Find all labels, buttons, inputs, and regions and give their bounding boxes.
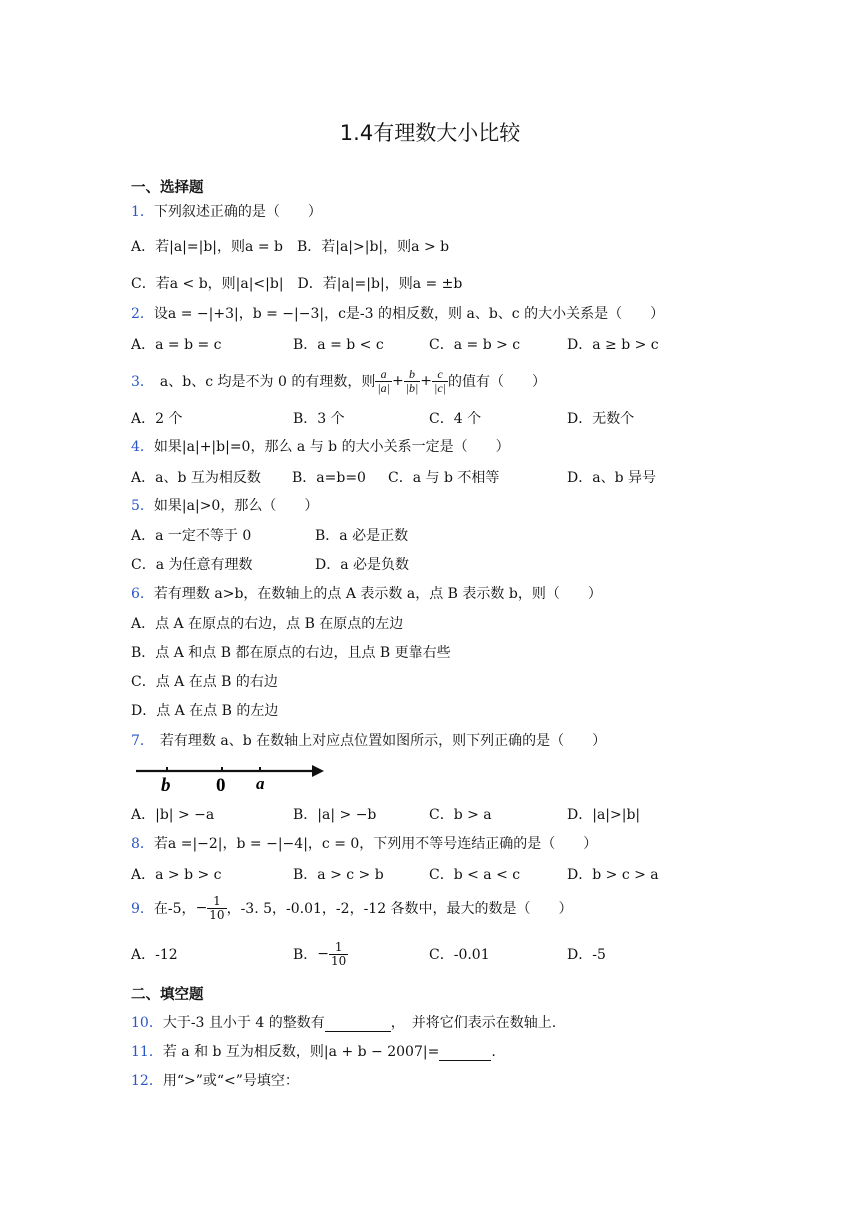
axis-arrow-icon xyxy=(312,765,324,777)
q7-option-b: B．|a| > −b xyxy=(293,807,377,823)
question-stem-end: ， 并将它们表示在数轴上. xyxy=(390,1015,557,1031)
question-stem: 用“>”或“<”号填空： xyxy=(162,1073,299,1089)
q3-option-c: C．4 个 xyxy=(429,411,482,427)
fraction-a: $\frac{a}{|a|}$ xyxy=(377,366,390,395)
q5-option-c: C．a 为任意有理数 xyxy=(131,557,253,573)
q7-option-a: A．|b| > −a xyxy=(131,807,215,823)
q9-option-b xyxy=(293,934,348,974)
question-9 xyxy=(131,888,573,928)
question-stem: 若有理数 a>b，在数轴上的点 A 表示数 a，点 B 表示数 b，则（ ） xyxy=(153,586,602,602)
fraction-one-tenth: $\frac{1}{10}$ xyxy=(331,939,347,968)
q3-option-d: D．无数个 xyxy=(567,411,635,427)
q7-option-d: D．|a|>|b| xyxy=(567,807,641,823)
question-number: 1． xyxy=(131,204,154,220)
q6-option-d: D．点 A 在点 B 的左边 xyxy=(131,703,279,719)
question-number: 4． xyxy=(131,439,154,455)
q3-option-b: B．3 个 xyxy=(293,411,345,427)
number-line-diagram xyxy=(134,758,326,794)
q2-option-a: A．a = b = c xyxy=(131,337,222,353)
question-number: 12． xyxy=(131,1073,163,1089)
question-stem-start: 若 a 和 b 互为相反数，则|a + b − 2007|= xyxy=(162,1044,440,1060)
answer-blank[interactable] xyxy=(325,1015,391,1032)
question-stem-start: a、b、c 均是不为 0 的有理数，则 xyxy=(159,374,376,390)
q4-option-a: A．a、b 互为相反数 xyxy=(131,470,261,486)
q4-option-d: D．a、b 异号 xyxy=(567,470,656,486)
question-stem-start: 大于-3 且小于 4 的整数有 xyxy=(162,1015,325,1031)
question-7 xyxy=(131,730,606,750)
answer-blank[interactable] xyxy=(439,1044,491,1061)
question-6 xyxy=(131,583,602,603)
question-number: 5． xyxy=(131,498,154,514)
plus-sign: + xyxy=(420,373,433,389)
q2-option-b: B．a = b < c xyxy=(293,337,384,353)
question-stem-end: . xyxy=(491,1044,496,1060)
q5-option-b: B．a 必是正数 xyxy=(315,528,409,544)
question-number: 9． xyxy=(131,901,154,917)
q2-option-d: D．a ≥ b > c xyxy=(567,337,659,353)
question-5 xyxy=(131,495,318,515)
question-number: 7． xyxy=(131,733,154,749)
question-3 xyxy=(131,360,546,402)
q7-option-c: C．b > a xyxy=(429,807,492,823)
question-stem-end: 的值有（ ） xyxy=(447,374,546,390)
question-number: 11． xyxy=(131,1044,163,1060)
question-number: 3． xyxy=(131,374,154,390)
q8-option-d: D．b > c > a xyxy=(567,867,659,883)
question-stem: 若a =|−2|，b = −|−4|，c = 0，下列用不等号连结正确的是（ ） xyxy=(153,836,598,852)
label-a: a xyxy=(256,774,265,793)
question-stem-end: ，-3. 5，-0.01，-2，-12 各数中，最大的数是（ ） xyxy=(226,901,573,917)
fraction-b: $\frac{b}{|b|}$ xyxy=(405,366,419,395)
question-stem-start: 在-5， xyxy=(153,901,196,917)
question-12 xyxy=(131,1070,299,1090)
question-8 xyxy=(131,833,597,853)
page-title: 1.4有理数大小比较 xyxy=(339,121,521,145)
q2-option-c: C．a = b > c xyxy=(429,337,521,353)
question-stem: 下列叙述正确的是（ ） xyxy=(153,204,322,220)
q8-option-a: A．a > b > c xyxy=(131,867,222,883)
q9-option-a: A．-12 xyxy=(131,947,178,963)
label-b: b xyxy=(161,775,171,794)
q4-option-b: B．a=b=0 xyxy=(292,470,366,486)
q5-option-d: D．a 必是负数 xyxy=(315,557,410,573)
q8-option-c: C．b < a < c xyxy=(429,867,521,883)
option-label: B． xyxy=(293,947,318,963)
q8-option-b: B．a > c > b xyxy=(293,867,384,883)
question-number: 10． xyxy=(131,1015,163,1031)
question-number: 6． xyxy=(131,586,154,602)
question-10 xyxy=(131,1012,556,1032)
q6-option-a: A．点 A 在原点的右边，点 B 在原点的左边 xyxy=(131,616,404,632)
q1-options-line-2: C．若a < b，则|a|<|b| D．若|a|=|b|，则a = ±b xyxy=(131,276,463,292)
fraction-one-tenth: $\frac{1}{10}$ xyxy=(209,893,225,922)
q1-options-line-1: A．若|a|=|b|，则a = b B．若|a|>|b|，则a > b xyxy=(131,239,450,255)
q9-option-c: C．-0.01 xyxy=(429,947,490,963)
section-heading-fill: 二、填空题 xyxy=(131,987,204,1003)
question-stem: 如果|a|+|b|=0，那么 a 与 b 的大小关系一定是（ ） xyxy=(153,439,510,455)
q6-option-c: C．点 A 在点 B 的右边 xyxy=(131,674,278,690)
question-stem: 设a = −|+3|，b = −|−3|，c是-3 的相反数，则 a、b、c 的大小关系是（ ） xyxy=(153,306,665,322)
q4-option-c: C．a 与 b 不相等 xyxy=(388,470,500,486)
question-2 xyxy=(131,303,664,323)
question-number: 8． xyxy=(131,836,154,852)
q6-option-b: B．点 A 和点 B 都在原点的右边，且点 B 更靠右些 xyxy=(131,645,451,661)
q5-option-a: A．a 一定不等于 0 xyxy=(131,528,252,544)
question-11 xyxy=(131,1041,496,1061)
minus-sign: − xyxy=(195,900,208,916)
q3-option-a: A．2 个 xyxy=(131,411,183,427)
minus-sign: − xyxy=(317,946,330,962)
label-zero: 0 xyxy=(216,775,226,794)
q9-option-d: D．-5 xyxy=(567,947,606,963)
question-1 xyxy=(131,201,322,221)
fraction-c: $\frac{c}{|c|}$ xyxy=(434,366,446,395)
plus-sign: + xyxy=(391,373,404,389)
question-stem: 若有理数 a、b 在数轴上对应点位置如图所示，则下列正确的是（ ） xyxy=(159,733,607,749)
question-4 xyxy=(131,436,510,456)
question-number: 2． xyxy=(131,306,154,322)
section-heading-choice: 一、选择题 xyxy=(131,180,204,196)
question-stem: 如果|a|>0，那么（ ） xyxy=(153,498,319,514)
